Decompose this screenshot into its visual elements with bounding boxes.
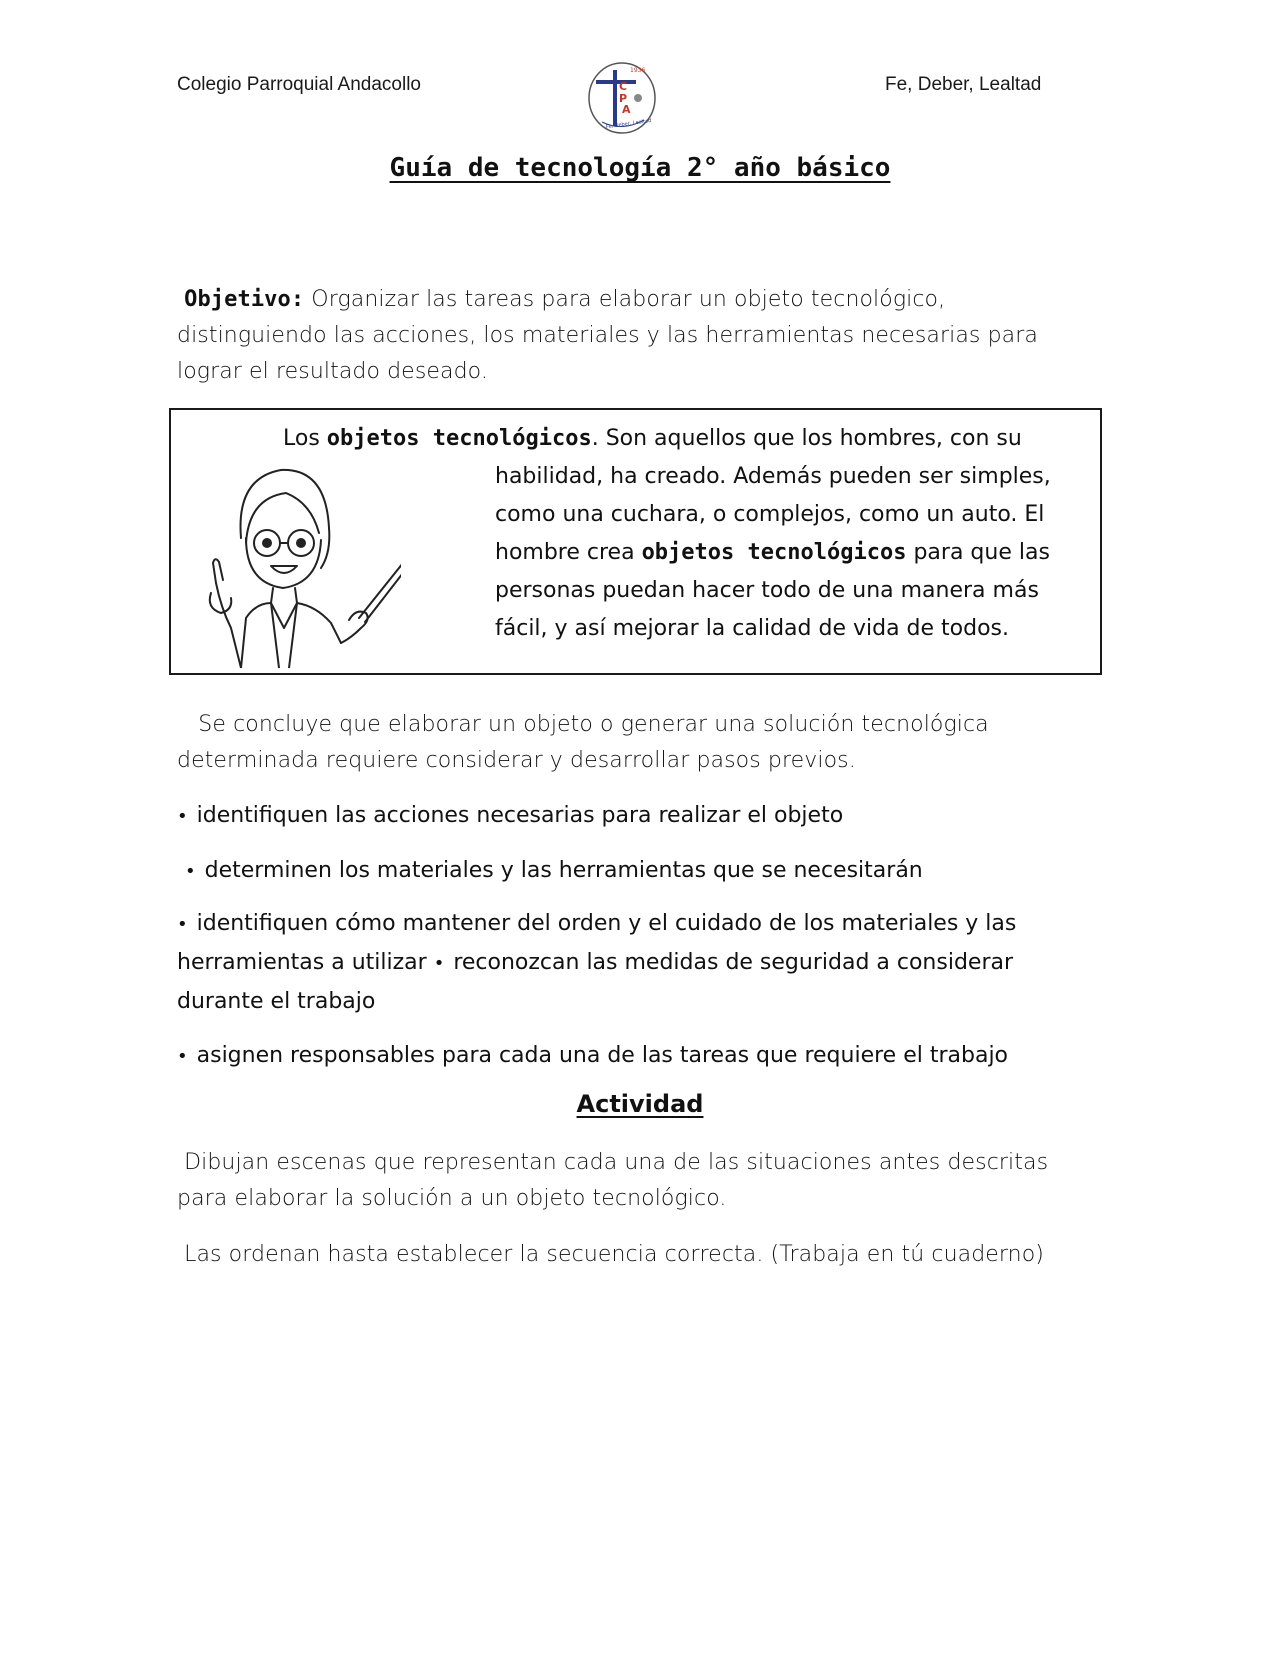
- logo-ribbon: Fe, Deber, Lealtad: [605, 117, 652, 131]
- objective-label: Objetivo:: [184, 287, 305, 312]
- bullet-icon: •: [185, 861, 196, 882]
- conclusion-paragraph: Se concluye que elaborar un objeto o generar una solución tecnológica determinada requiere considerar y desarrollar pasos previos.: [177, 712, 989, 773]
- list-item: • asignen responsables para cada una de las tareas que requiere el trabajo: [177, 1043, 1009, 1068]
- page-title: Guía de tecnología 2° año básico: [389, 153, 891, 183]
- list-item: • determinen los materiales y las herramientas que se necesitarán: [185, 858, 923, 883]
- logo-year: 1936: [630, 67, 646, 74]
- list-item: • identifiquen cómo mantener del orden y el cuidado de los materiales y las herramientas a utilizar • reconozcan las medidas de seguridad a considerar durante el trabajo: [177, 911, 1017, 1014]
- bullet-icon: •: [177, 1046, 188, 1067]
- activity-paragraph-2: Las ordenan hasta establecer la secuencia correcta. (Trabaja en tú cuaderno): [184, 1242, 1044, 1267]
- objective-text: Organizar las tareas para elaborar un objeto tecnológico, distinguiendo las acciones, los materiales y las herramientas necesarias para lograr el resultado deseado.: [177, 287, 1038, 384]
- logo-letter-a: A: [622, 103, 631, 116]
- info-box-first-line: Los objetos tecnológicos. Son aquellos que los hombres, con su: [283, 426, 1022, 451]
- bullet-icon: •: [177, 806, 188, 827]
- bullet-icon: •: [433, 953, 445, 974]
- logo-letter-c: C: [619, 80, 628, 93]
- teacher-with-pointer-icon: [201, 458, 401, 668]
- info-box-body: habilidad, ha creado. Además pueden ser simples, como una cuchara, o complejos, como un auto. El hombre crea objetos tecnológicos para que las personas puedan hacer todo de una manera más fácil, y así mejorar la calidad de vida de todos.: [495, 464, 1051, 641]
- activity-paragraph-1: Dibujan escenas que representan cada una de las situaciones antes descritas para elaborar la solución a un objeto tecnológico.: [177, 1150, 1049, 1211]
- list-item: • identifiquen las acciones necesarias para realizar el objeto: [177, 803, 844, 828]
- term-objetos-tecnologicos: objetos tecnológicos: [326, 426, 592, 451]
- term-objetos-tecnologicos-2: objetos tecnológicos: [641, 540, 907, 565]
- school-logo: [586, 60, 658, 136]
- school-name: Colegio Parroquial Andacollo: [177, 74, 421, 95]
- activity-heading: Actividad: [576, 1090, 704, 1118]
- info-box: [169, 408, 1102, 675]
- objective-paragraph: [177, 282, 1097, 390]
- school-motto: Fe, Deber, Lealtad: [885, 74, 1042, 95]
- logo-letter-p: P: [619, 92, 628, 105]
- bullet-icon: •: [177, 914, 188, 935]
